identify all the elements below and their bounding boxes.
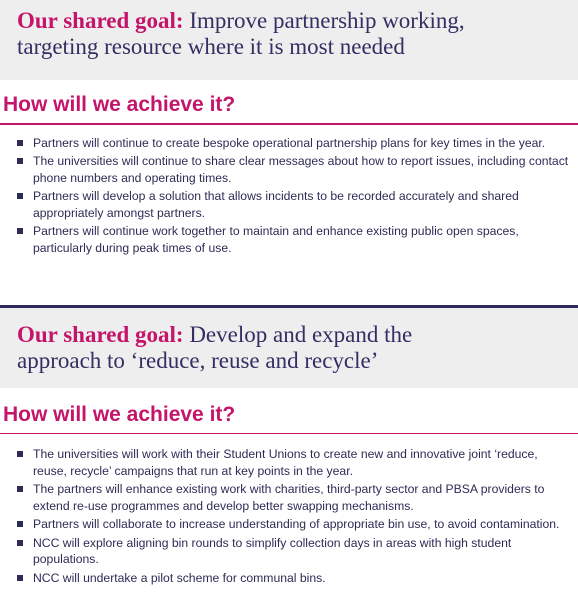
bullet-icon [17,575,23,581]
section-heading-1: How will we achieve it? [3,93,236,116]
goal-text-1-line2: targeting resource where it is most needed [17,34,405,59]
point-text: The universities will continue to share clear messages about how to report issues, including contact phone numbers and operating times. [33,154,569,185]
goal-box-2 [0,308,578,388]
bullet-icon [17,140,23,146]
list-item [17,481,570,514]
point-text: Partners will collaborate to increase understanding of appropriate bin use, to avoid contamination. [33,517,560,531]
list-item [17,153,570,186]
list-item [17,570,570,587]
section-heading-2: How will we achieve it? [3,402,236,426]
list-item [17,535,570,568]
points-list-2 [0,434,578,586]
list-item [17,135,570,152]
point-text: Partners will continue to create bespoke operational partnership plans for key times in the year. [33,135,546,150]
goal-statement-1 [17,8,568,60]
goal-label-2: Our shared goal: [17,321,184,347]
list-item [17,188,570,221]
point-text: Partners will continue work together to maintain and enhance existing public open spaces, particularly during peak times of use. [33,224,519,255]
goal-statement-2 [17,322,568,374]
point-text: NCC will undertake a pilot scheme for communal bins. [33,570,326,585]
point-text: NCC will explore aligning bin rounds to simplify collection days in areas with high student populations. [33,535,512,566]
list-item [17,446,570,479]
goal-label-1: Our shared goal: [17,8,184,33]
goal-box-1 [0,0,578,80]
goal-text-1-line1: Improve partnership working, [183,8,465,33]
point-text: The universities will work with their Student Unions to create new and innovative joint ‘reduce, reuse, recycle’ campaigns that run at key points in the year. [33,447,538,478]
goal-text-2-line1: Develop and expand the [183,321,413,347]
bullet-icon [17,451,23,457]
bullet-icon [17,228,23,234]
goal-text-2-line2: approach to ‘reduce, reuse and recycle’ [17,347,379,373]
point-text: Partners will develop a solution that allows incidents to be recorded accurately and shared appropriately amongst partners. [33,189,519,220]
point-text: The partners will enhance existing work with charities, third-party sector and PBSA providers to extend re-use programmes and develop better swapping mechanisms. [33,482,545,513]
bullet-icon [17,540,23,546]
bullet-icon [17,193,23,199]
bullet-icon [17,158,23,164]
list-item [17,516,570,533]
bullet-icon [17,486,23,492]
points-list-1 [0,125,578,305]
list-item [17,223,570,256]
bullet-icon [17,521,23,527]
